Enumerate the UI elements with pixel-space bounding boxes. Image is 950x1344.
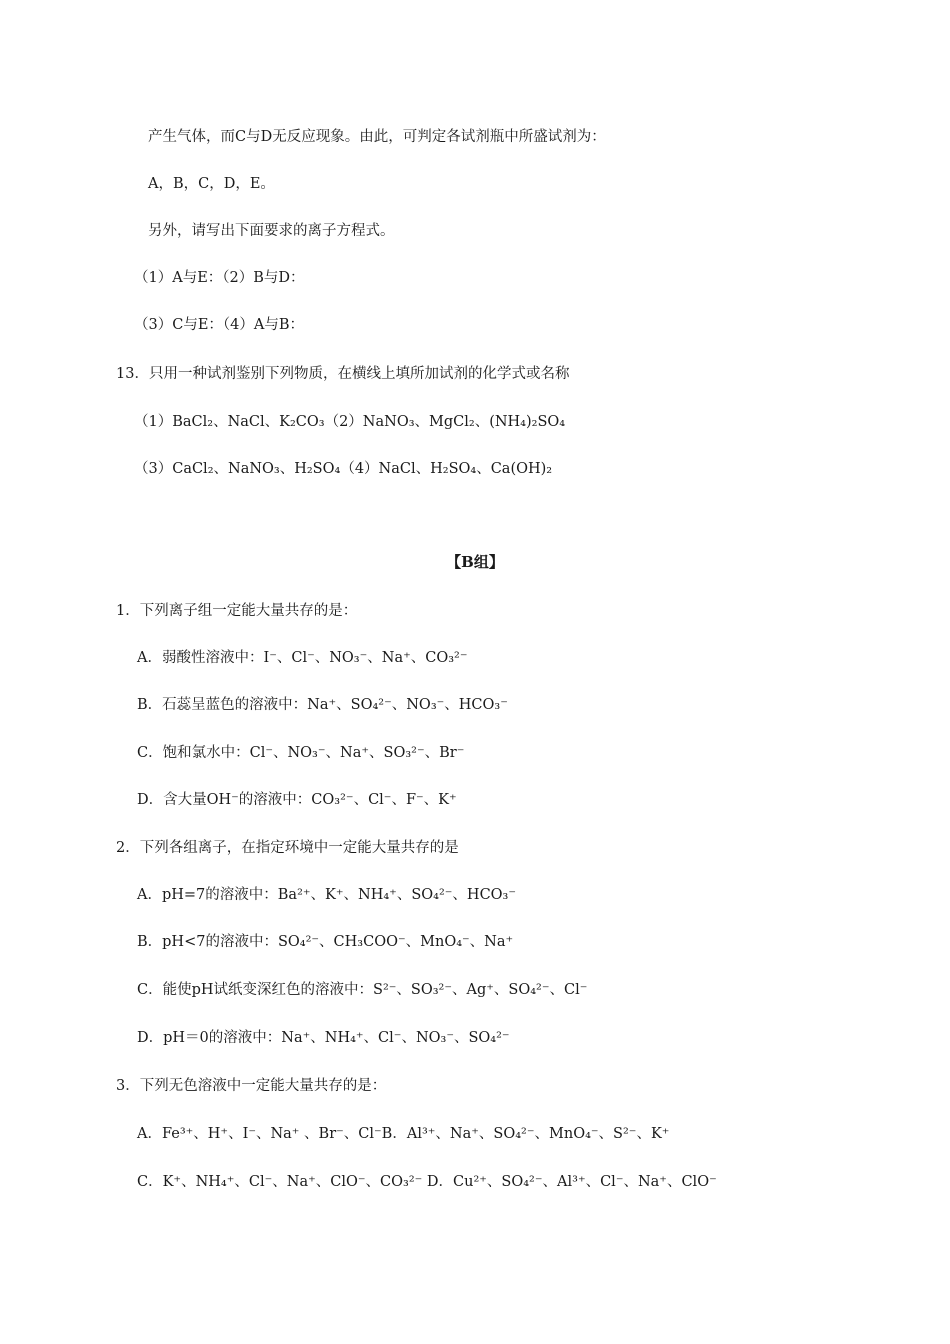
option: A．弱酸性溶液中：I⁻、Cl⁻、NO₃⁻、Na⁺、CO₃²⁻ [137,650,468,666]
section-title: 【B组】 [446,553,504,571]
text-line: （1）A与E：（2）B与D： [134,270,305,286]
question-item [134,459,552,479]
text-line: 另外，请写出下面要求的离子方程式。 [148,223,395,239]
question-item [134,412,565,432]
question-stem: 2．下列各组离子，在指定环境中一定能大量共存的是 [116,840,459,856]
option: D．含大量OH⁻的溶液中：CO₃²⁻、Cl⁻、F⁻、K⁺ [137,792,457,808]
text-line: A，B，C，D，E。 [148,176,275,192]
question-stem: 13．只用一种试剂鉴别下列物质，在横线上填所加试剂的化学式或名称 [116,366,570,382]
option: C．K⁺、NH₄⁺、Cl⁻、Na⁺、ClO⁻、CO₃²⁻ D．Cu²⁺、SO₄²⁻、Al³⁺、Cl⁻、Na⁺、ClO⁻ [137,1174,717,1190]
question-stem: 3．下列无色溶液中一定能大量共存的是： [116,1078,387,1094]
option: A．Fe³⁺、H⁺、I⁻、Na⁺ 、Br⁻、Cl⁻B．Al³⁺、Na⁺、SO₄²⁻、MnO₄⁻、S²⁻、K⁺ [137,1126,670,1142]
text-line: 产生气体，而C与D无反应现象。由此，可判定各试剂瓶中所盛试剂为： [148,129,606,145]
text-line: （3）C与E：（4）A与B： [134,317,305,333]
option: B．石蕊呈蓝色的溶液中：Na⁺、SO₄²⁻、NO₃⁻、HCO₃⁻ [137,697,508,713]
option: C．饱和氯水中：Cl⁻、NO₃⁻、Na⁺、SO₃²⁻、Br⁻ [137,745,465,761]
option: D．pH＝0的溶液中：Na⁺、NH₄⁺、Cl⁻、NO₃⁻、SO₄²⁻ [137,1030,510,1046]
option: B．pH<7的溶液中：SO₄²⁻、CH₃COO⁻、MnO₄⁻、Na⁺ [137,934,514,950]
question-stem: 1．下列离子组一定能大量共存的是： [116,603,358,619]
item-text: （1）BaCl₂、NaCl、K₂CO₃（2）NaNO₃、MgCl₂、(NH₄)₂SO₄ [134,414,566,430]
item-text: （3）CaCl₂、NaNO₃、H₂SO₄（4）NaCl、H₂SO₄、Ca(OH)₂ [134,461,553,477]
option: A．pH=7的溶液中：Ba²⁺、K⁺、NH₄⁺、SO₄²⁻、HCO₃⁻ [137,887,517,903]
option: C．能使pH试纸变深红色的溶液中：S²⁻、SO₃²⁻、Ag⁺、SO₄²⁻、Cl⁻ [137,982,588,998]
